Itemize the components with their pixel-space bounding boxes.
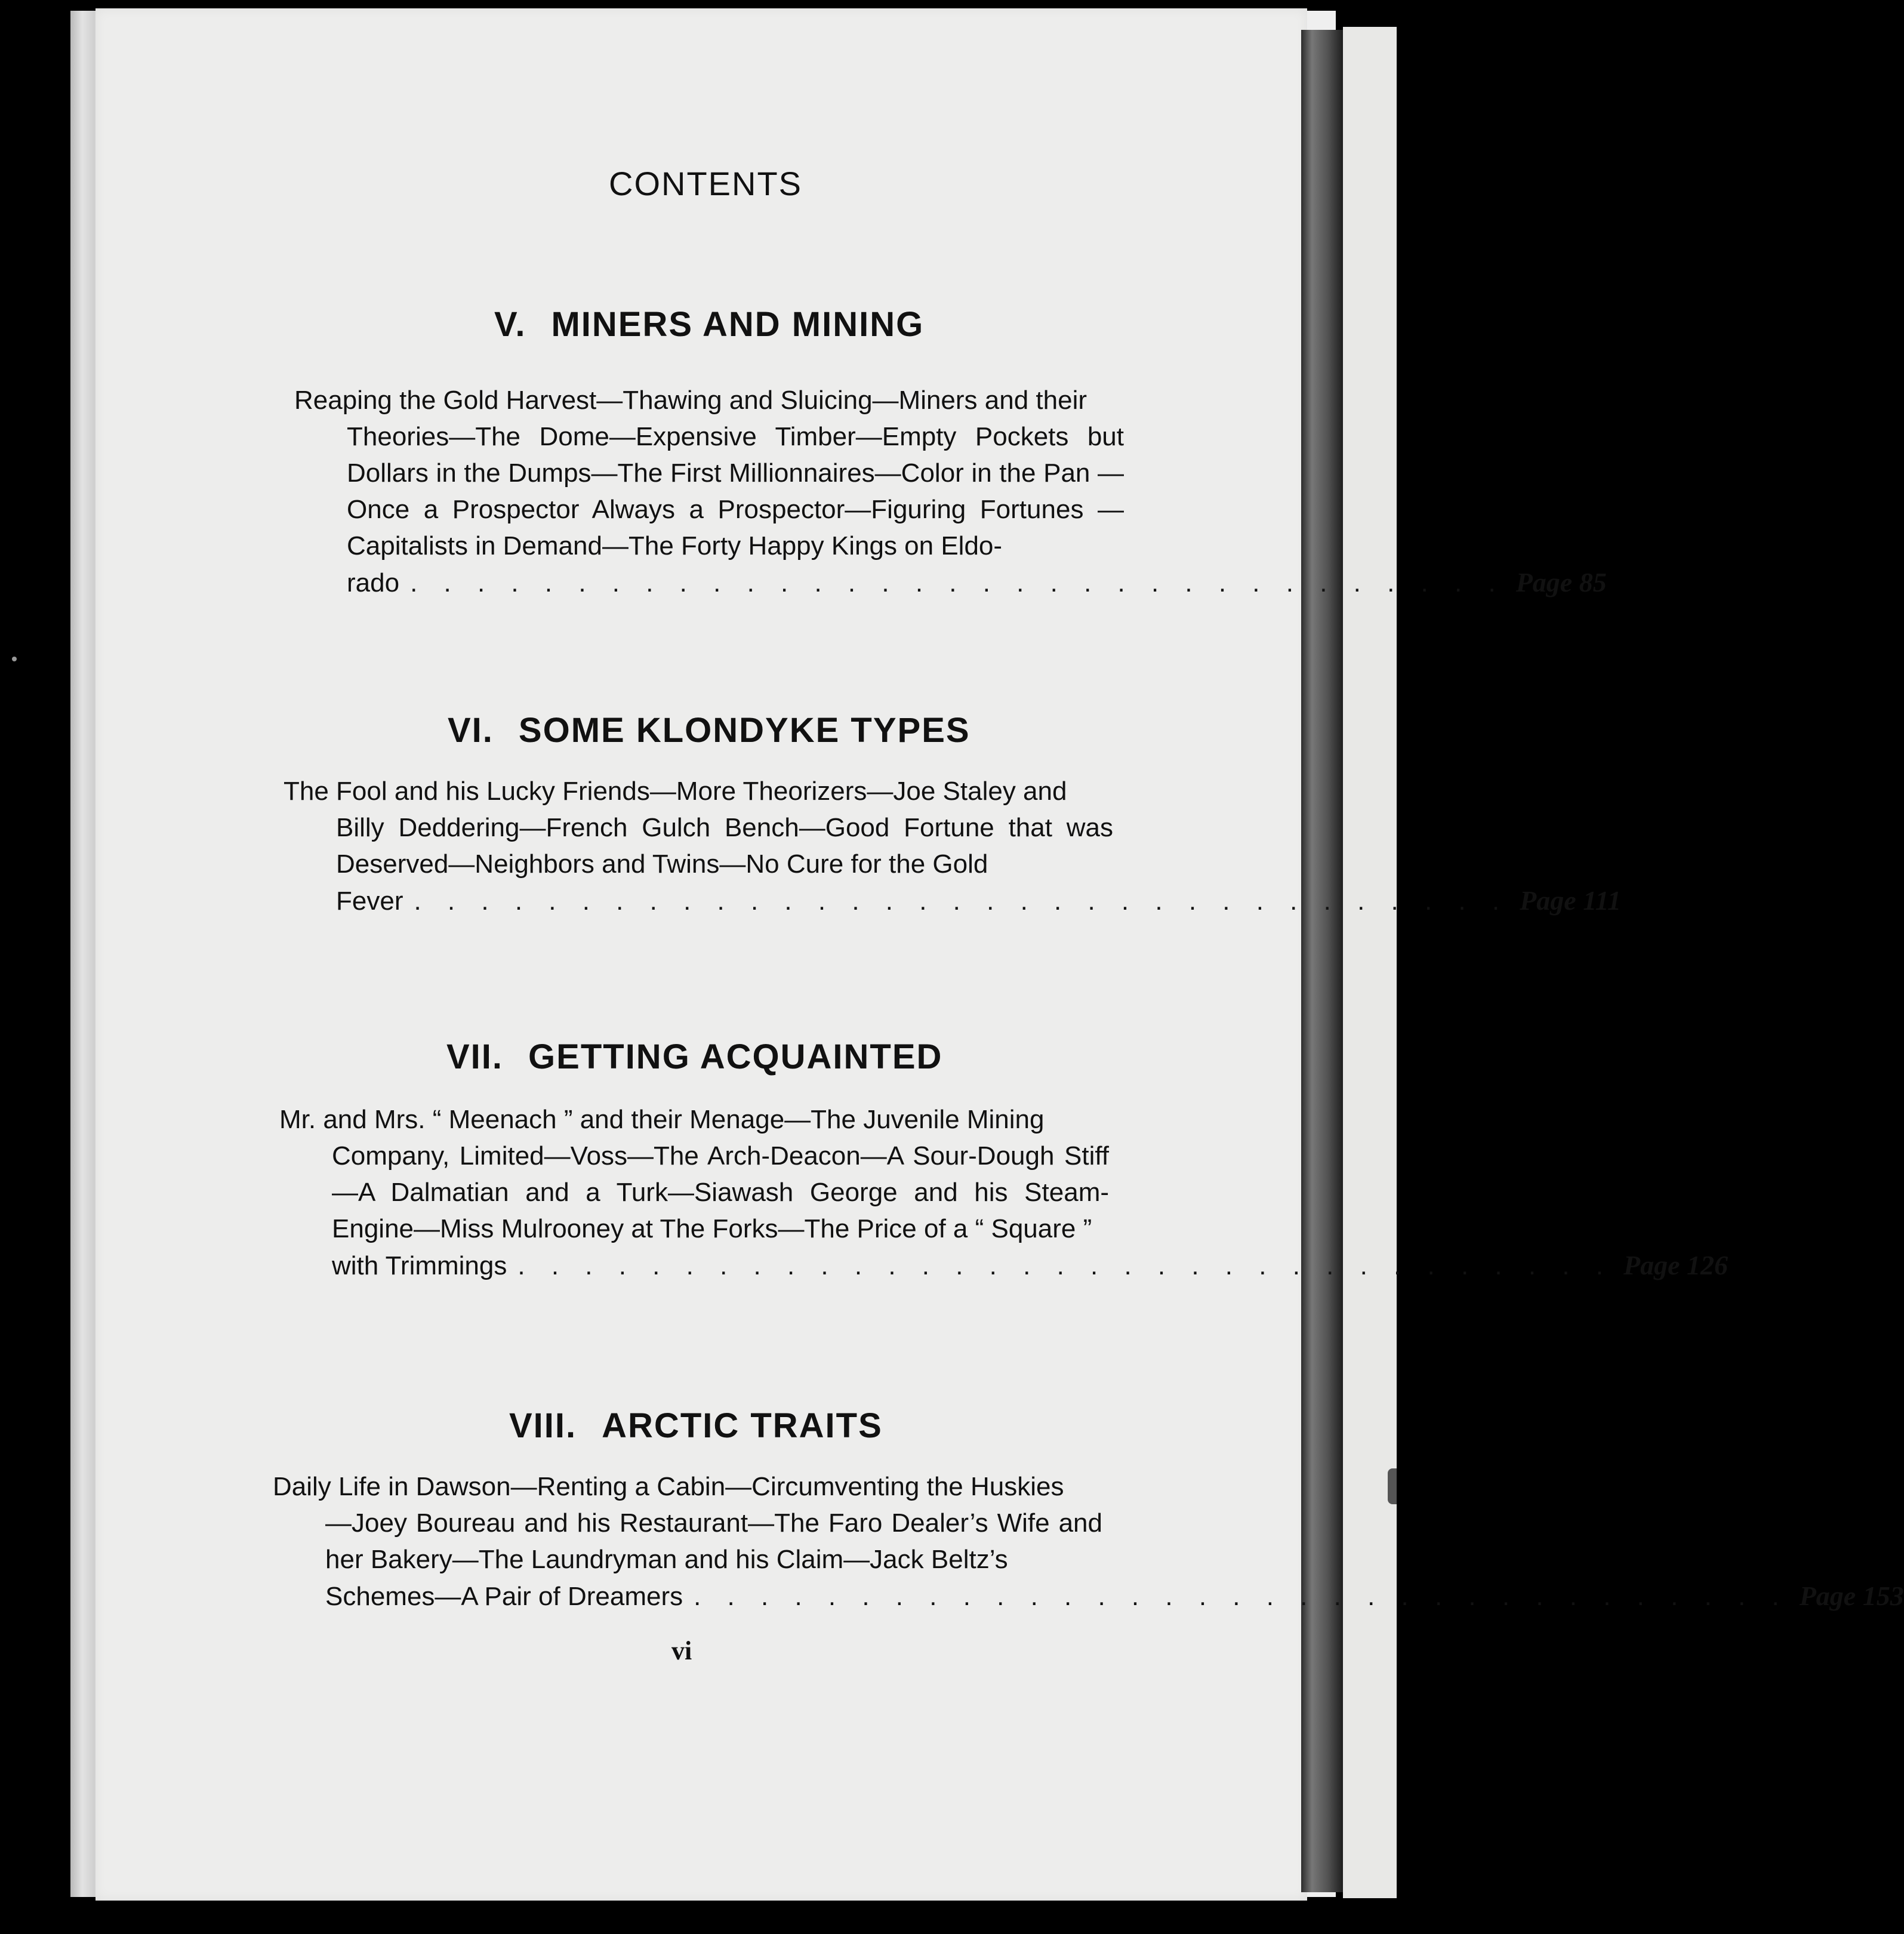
summary-tail: rado — [347, 568, 400, 598]
chapter-title: ARCTIC TRAITS — [602, 1406, 883, 1445]
chapter-number: V. — [494, 305, 526, 344]
page-reference: Page 85 — [1515, 567, 1607, 598]
chapter-title: SOME KLONDYKE TYPES — [518, 711, 971, 750]
scan-speck — [12, 657, 17, 661]
chapter-heading — [494, 304, 924, 344]
chapter-number: VII. — [446, 1037, 504, 1076]
summary-tail: Fever — [336, 886, 403, 916]
summary-body: Theories—The Dome—Expensive Timber—Empty Pockets but Dollars in the Dumps—The First Millionnaires—Color in the Pan —Once a Prospector Always a Prospector—Figuring Fortunes —Capitalists in Demand—The Forty Happy Kings on Eldo- — [347, 422, 1124, 561]
summary-last-line — [294, 564, 1607, 601]
chapter-summary — [279, 1101, 1728, 1284]
summary-last-line — [279, 1247, 1728, 1284]
summary-last-line — [284, 882, 1622, 919]
chapter-title: GETTING ACQUAINTED — [528, 1037, 943, 1076]
chapter-number: VI. — [448, 711, 494, 750]
summary-body: Company, Limited—Voss—The Arch-Deacon—A Sour-Dough Stiff—A Dalmatian and a Turk—Siawash George and his Steam-Engine—Miss Mulrooney at The Forks—The Price of a “ Square ” — [332, 1141, 1109, 1243]
chapter-summary — [273, 1468, 1904, 1615]
chapter-summary — [294, 382, 1607, 601]
summary-tail: with Trimmings — [332, 1251, 507, 1280]
summary-first-line: Reaping the Gold Harvest—Thawing and Sluicing—Miners and their — [294, 386, 1087, 415]
chapter-heading — [448, 710, 971, 750]
book-page — [95, 8, 1307, 1901]
summary-last-line — [273, 1578, 1904, 1615]
page-reference: Page 111 — [1520, 885, 1622, 916]
dot-leaders: . . . . . . . . . . . . . . . . . . . . . . . . . . . . . . . . . — [414, 886, 1509, 916]
facing-page-edge — [1343, 27, 1397, 1898]
page-reference: Page 126 — [1623, 1250, 1728, 1280]
chapter-title: MINERS AND MINING — [551, 305, 925, 344]
facing-page-mark — [1388, 1468, 1397, 1504]
summary-first-line: The Fool and his Lucky Friends—More Theorizers—Joe Staley and — [284, 777, 1067, 806]
chapter-summary — [284, 773, 1622, 919]
page-folio: vi — [671, 1636, 692, 1665]
page-reference: Page 153 — [1799, 1581, 1904, 1611]
summary-first-line: Daily Life in Dawson—Renting a Cabin—Circumventing the Huskies — [273, 1472, 1064, 1501]
dot-leaders: . . . . . . . . . . . . . . . . . . . . . . . . . . . . . . . . . — [410, 568, 1505, 598]
contents-title: CONTENTS — [609, 165, 802, 202]
summary-body: —Joey Boureau and his Restaurant—The Faro Dealer’s Wife and her Bakery—The Laundryman and his Claim—Jack Beltz’s — [325, 1508, 1102, 1574]
chapter-heading — [509, 1406, 883, 1446]
dot-leaders: . . . . . . . . . . . . . . . . . . . . . . . . . . . . . . . . . — [694, 1582, 1789, 1611]
chapter-heading — [446, 1037, 942, 1077]
chapter-number: VIII. — [509, 1406, 577, 1445]
dot-leaders: . . . . . . . . . . . . . . . . . . . . . . . . . . . . . . . . . — [517, 1251, 1613, 1280]
summary-first-line: Mr. and Mrs. “ Meenach ” and their Menage—The Juvenile Mining — [279, 1105, 1045, 1134]
summary-body: Billy Deddering—French Gulch Bench—Good Fortune that was Deserved—Neighbors and Twins—No Cure for the Gold — [336, 813, 1113, 879]
summary-tail: Schemes—A Pair of Dreamers — [325, 1582, 683, 1611]
